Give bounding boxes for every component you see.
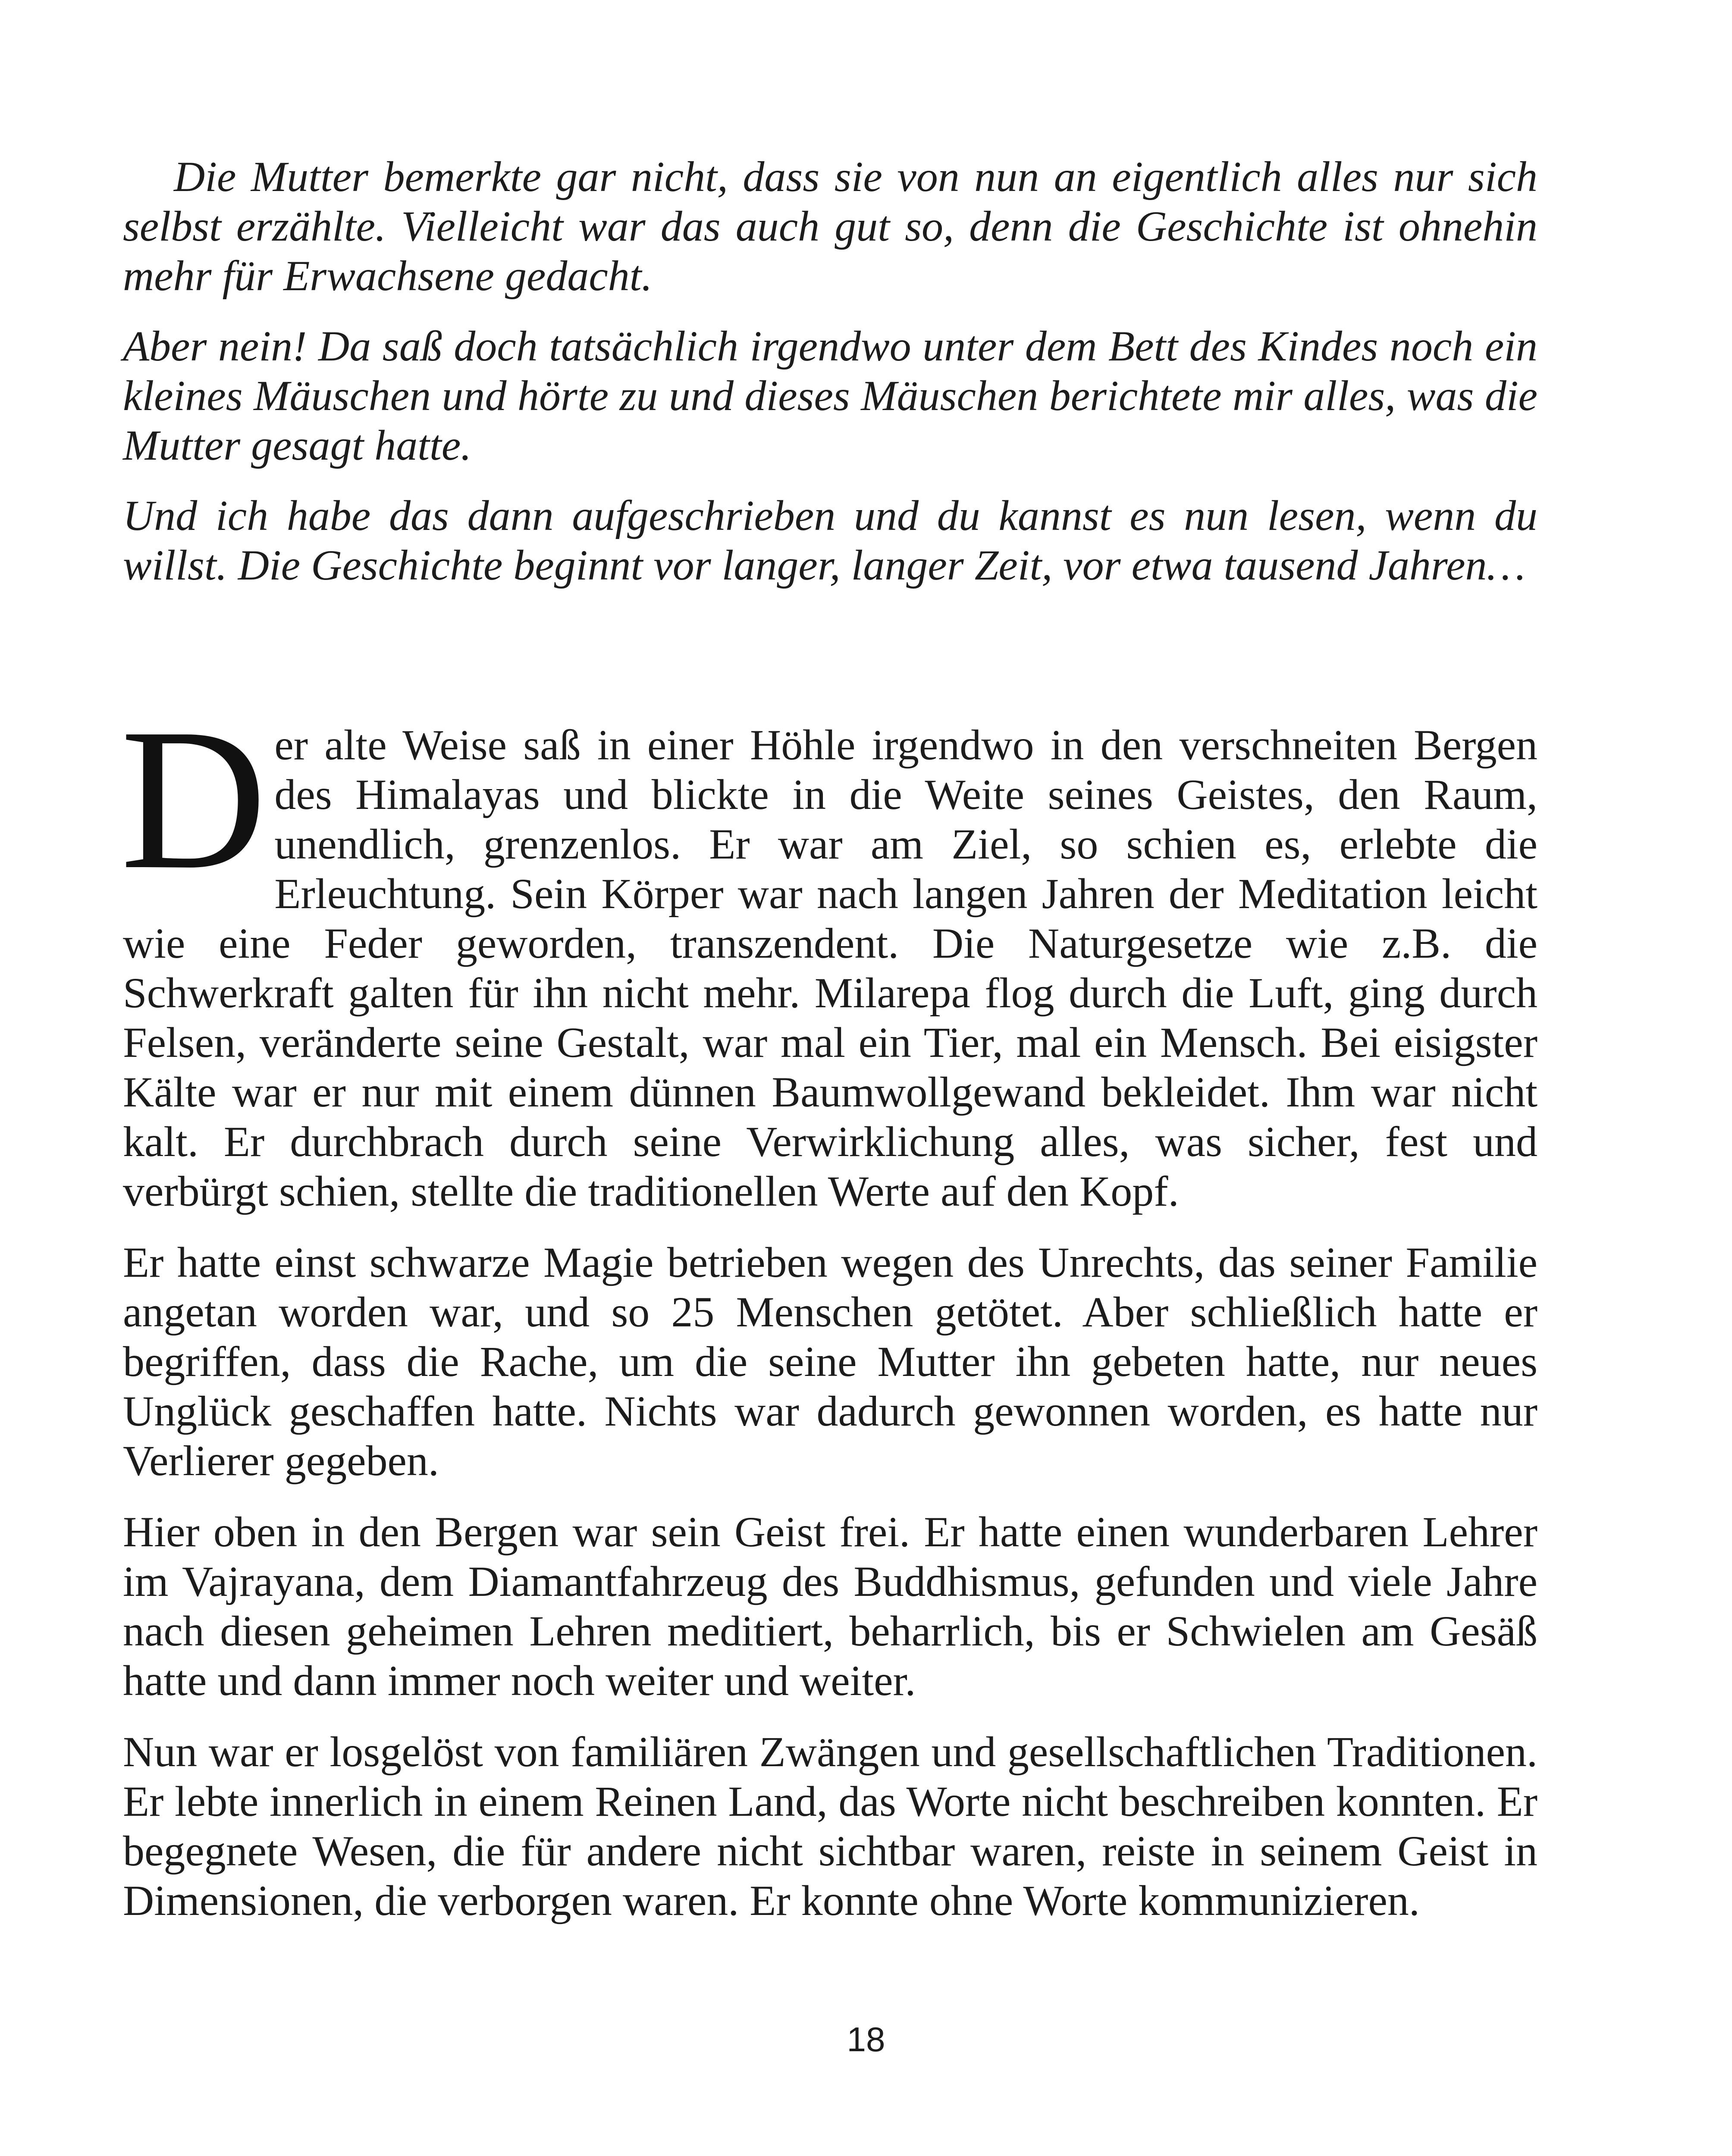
intro-paragraph-1: Die Mutter bemerkte gar nicht, dass sie von nun an eigentlich alles nur sich selbst erzählte. Vielleicht war das auch gut so, denn die Geschichte ist ohnehin mehr für Erwachsene gedacht. — [123, 153, 1537, 300]
story-paragraph-1 — [120, 686, 1537, 1216]
intro-paragraph-2: Aber nein! Da saß doch tatsächlich irgendwo unter dem Bett des Kindes noch ein kleines Mäuschen und hörte zu und dieses Mäuschen berichtete mir alles, was die Mutter gesagt hatte. — [123, 322, 1537, 469]
drop-cap-letter: D — [120, 686, 267, 911]
page-number: 18 — [847, 2020, 885, 2059]
story-paragraph-3: Hier oben in den Bergen war sein Geist frei. Er hatte einen wunderbaren Lehrer im Vajrayana, dem Diamantfahrzeug des Buddhismus, gefunden und viele Jahre nach diesen geheimen Lehren meditiert, beharrlich, bis er Schwielen am Gesäß hatte und dann immer noch weiter und weiter. — [123, 1508, 1537, 1705]
story-paragraph-1-text: er alte Weise saß in einer Höhle irgendwo in den verschneiten Bergen des Himalayas und blickte in die Weite seines Geistes, den Raum, unendlich, grenzenlos. Er war am Ziel, so schien es, erlebte die Erleuchtung. Sein Körper war nach langen Jahren der Meditation leicht wie eine Feder geworden, transzendent. Die Naturgesetze wie z.B. die Schwerkraft galten für ihn nicht mehr. Milarepa flog durch die Luft, ging durch Felsen, veränderte seine Gestalt, war mal ein Tier, mal ein Mensch. Bei eisigster Kälte war er nur mit einem dünnen Baumwollgewand bekleidet. Ihm war nicht kalt. Er durchbrach durch seine Verwirklichung alles, was sicher, fest und verbürgt schien, stellte die traditionellen Werte auf den Kopf. — [123, 721, 1537, 1215]
story-section — [120, 686, 1537, 1947]
intro-paragraph-3: Und ich habe das dann aufgeschrieben und du kannst es nun lesen, wenn du willst. Die Geschichte beginnt vor langer, langer Zeit, vor etwa tausend Jahren… — [123, 492, 1537, 589]
story-paragraph-4: Nun war er losgelöst von familiären Zwängen und gesellschaftlichen Traditionen. Er lebte innerlich in einem Reinen Land, das Worte nicht beschreiben konnten. Er begegnete Wesen, die für andere nicht sichtbar waren, reiste in seinem Geist in Dimensionen, die verborgen waren. Er konnte ohne Worte kommunizieren. — [123, 1728, 1537, 1924]
story-paragraph-2: Er hatte einst schwarze Magie betrieben wegen des Unrechts, das seiner Familie angetan worden war, und so 25 Menschen getötet. Aber schließlich hatte er begriffen, dass die Rache, um die seine Mutter ihn gebeten hatte, nur neues Unglück geschaffen hatte. Nichts war dadurch gewonnen worden, es hatte nur Verlierer gegeben. — [123, 1238, 1537, 1485]
